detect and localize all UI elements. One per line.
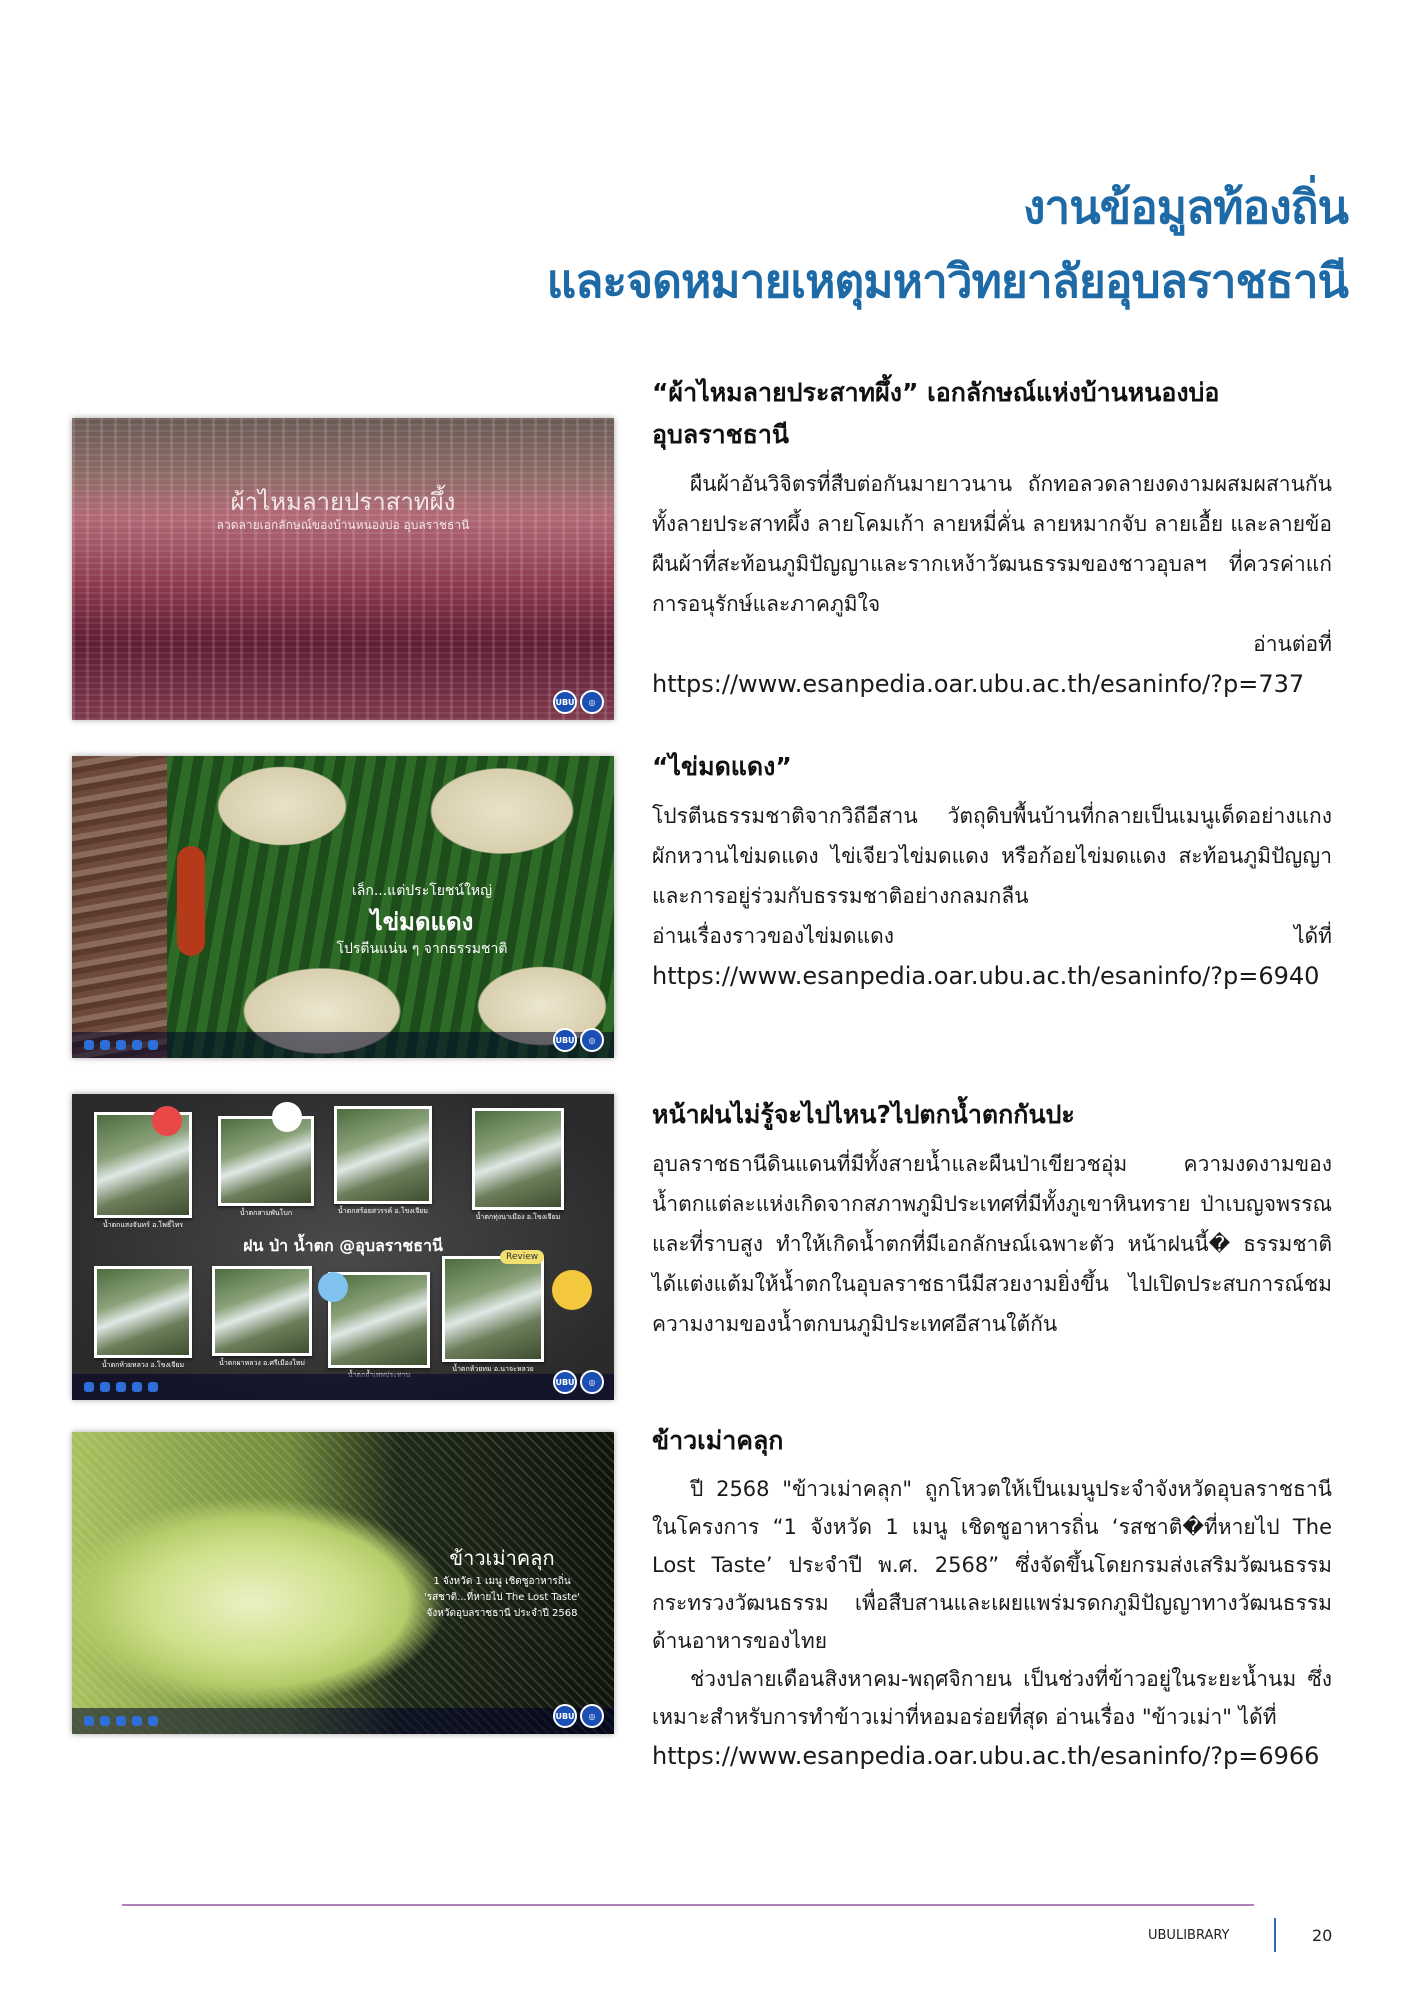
ubu-logo: UBU ◎ xyxy=(553,1028,604,1052)
red-ant-icon xyxy=(177,846,205,956)
waterfall-photo: น้ำตกห้วยทม อ.นาจะหลวย xyxy=(442,1256,544,1362)
waterfall-photo: น้ำตกผาหลวง อ.ศรีเมืองใหม่ xyxy=(212,1266,312,1356)
rainbow-cloud-sticker-icon xyxy=(272,1102,302,1132)
article-waterfalls-body: อุบลราชธานีดินแดนที่มีทั้งสายน้ำและผืนป่าเขียวชอุ่ม ความงดงามของน้ำตกแต่ละแห่งเกิดจากสภาพภูมิประเทศที่มีทั้งภูเขาหินทราย ป่าเบญจพรรณ และที่ราบสูง ทำให้เกิดน้ำตกที่มีเอกลักษณ์เฉพาะตัว หน้าฝนนี้� ธรรมชาติได้แต่งแต้มให้น้ำตกในอุบลราชธานีมีสวยงามยิ่งขึ้น ไปเปิดประสบการณ์ชมความงามของน้ำตกบนภูมิประเทศอีสานใต้กัน xyxy=(652,1152,1332,1336)
waterfall-collage-title: ฝน ป่า น้ำตก @อุบลราชธานี xyxy=(243,1236,443,1255)
ant-egg-image-line1: เล็ก...แต่ประโยชน์ใหญ่ xyxy=(351,883,493,899)
ant-egg-image xyxy=(72,756,614,1058)
ant-egg-image-line3: โปรตีนแน่น ๆ จากธรรมชาติ xyxy=(336,941,508,957)
khao-mao-image-title: ข้าวเม่าคลุก xyxy=(449,1546,555,1570)
article-ant-eggs-readmore: อ่านเรื่องราวของไข่มดแดง ได้ที่ xyxy=(652,924,1332,948)
article-silk-body: ผืนผ้าอันวิจิตรที่สืบต่อกันมายาวนาน ถักทอลวดลายงดงามผสมผสานกัน ทั้งลายประสาทผึ้ง ลายโคมเก้า ลายหมี่คั่น ลายหมากจับ ลายเอื้ย และลายข้อ ผืนผ้าที่สะท้อนภูมิปัญญาและรากเหง้าวัฒนธรรมของชาวอุบลฯ ที่ควรค่าแก่การอนุรักษ์และภาคภูมิใจ xyxy=(652,472,1332,616)
article-silk-title: “ผ้าไหมลายประสาทผึ้ง” เอกลักษณ์แห่งบ้านหนองบ่อ อุบลราชธานี xyxy=(652,378,1220,449)
article-ant-eggs-link[interactable]: https://www.esanpedia.oar.ubu.ac.th/esaninfo/?p=6940 xyxy=(652,962,1320,990)
footer-rule xyxy=(122,1904,1254,1906)
waterfall-photo: น้ำตกห้วยหลวง อ.โขงเจียม xyxy=(94,1266,192,1358)
article-silk xyxy=(652,372,1332,704)
ubu-logo: UBU ◎ xyxy=(553,1370,604,1394)
image-footer-strip xyxy=(72,1708,614,1734)
silk-image-title: ผ้าไหมลายปราสาทผึ้ง xyxy=(230,488,456,516)
article-waterfalls xyxy=(652,1094,1332,1344)
waterfall-collage-image xyxy=(72,1094,614,1400)
image-footer-strip xyxy=(72,1032,614,1058)
silk-image-subtitle: ลวดลายเอกลักษณ์ของบ้านหนองบ่อ อุบลราชธานี xyxy=(216,518,470,532)
footer-separator xyxy=(1274,1918,1276,1952)
article-ant-eggs xyxy=(652,746,1332,996)
article-khao-mao-title: ข้าวเม่าคลุก xyxy=(652,1426,784,1455)
article-silk-link[interactable]: https://www.esanpedia.oar.ubu.ac.th/esaninfo/?p=737 xyxy=(652,670,1305,698)
ant-egg-image-line2: ไข่มดแดง xyxy=(370,908,474,936)
waterfall-photo: น้ำตกแสงจันทร์ อ.โพธิ์ไทร xyxy=(94,1112,192,1218)
page-title-line1: งานข้อมูลท้องถิ่น xyxy=(1022,180,1348,234)
article-silk-readmore: อ่านต่อที่ xyxy=(1253,632,1332,656)
article-khao-mao-body2: ช่วงปลายเดือนสิงหาคม-พฤศจิกายน เป็นช่วงที่ข้าวอยู่ในระยะน้ำนม ซึ่งเหมาะสำหรับการทำข้าวเม่าที่หอมอร่อยที่สุด อ่านเรื่อง "ข้าวเม่า" ได้ที่ xyxy=(652,1667,1332,1729)
waterfall-photo: น้ำตกสร้อยสวรรค์ อ.โขงเจียม xyxy=(334,1106,432,1204)
article-ant-eggs-body: โปรตีนธรรมชาติจากวิถีอีสาน วัตถุดิบพื้นบ้านที่กลายเป็นเมนูเด็ดอย่างแกงผักหวานไข่มดแดง ไข่เจียวไข่มดแดง หรือก้อยไข่มดแดง สะท้อนภูมิปัญญาและการอยู่ร่วมกับธรรมชาติอย่างกลมกลืน xyxy=(652,804,1332,908)
article-khao-mao xyxy=(652,1420,1332,1776)
page-title-line2: และจดหมายเหตุมหาวิทยาลัยอุบลราชธานี xyxy=(546,254,1348,308)
cloud-sticker-icon xyxy=(318,1272,348,1302)
branch-graphic xyxy=(72,756,167,1058)
silk-image xyxy=(72,418,614,720)
camera-sticker-icon xyxy=(552,1270,592,1310)
khao-mao-image xyxy=(72,1432,614,1734)
article-khao-mao-link[interactable]: https://www.esanpedia.oar.ubu.ac.th/esaninfo/?p=6966 xyxy=(652,1742,1320,1770)
article-waterfalls-title: หน้าฝนไม่รู้จะไปไหน?ไปตกน้ำตกกันปะ xyxy=(652,1100,1075,1129)
ubu-logo: UBU ◎ xyxy=(553,1704,604,1728)
khao-mao-image-text: 1 จังหวัด 1 เมนู เชิดชูอาหารถิ่น 'รสชาติ...ที่หายไป The Lost Taste' จังหวัดอุบลราชธานี ประจำปี 2568 xyxy=(423,1576,581,1619)
footer-brand: UBULIBRARY xyxy=(1148,1928,1230,1943)
waterfall-photo: น้ำตกทุ่งนาเมือง อ.โขงเจียม xyxy=(472,1108,564,1210)
flower-sticker-icon xyxy=(152,1106,182,1136)
article-khao-mao-body1: ปี 2568 "ข้าวเม่าคลุก" ถูกโหวตให้เป็นเมนูประจำจังหวัดอุบลราชธานี ในโครงการ “1 จังหวัด 1 เมนู เชิดชูอาหารถิ่น ‘รสชาติ�ที่หายไป The Lost Taste’ ประจำปี พ.ศ. 2568” ซึ่งจัดขึ้นโดยกรมส่งเสริมวัฒนธรรม กระทรวงวัฒนธรรม เพื่อสืบสานและเผยแพร่มรดกภูมิปัญญาทางวัฒนธรรมด้านอาหารของไทย xyxy=(652,1477,1332,1653)
waterfall-photo: น้ำตกสามพันโบก xyxy=(218,1116,314,1206)
ubu-logo: UBU ◎ xyxy=(553,690,604,714)
article-ant-eggs-title: “ไข่มดแดง” xyxy=(652,752,792,781)
page-title xyxy=(547,170,1348,318)
review-badge: Review xyxy=(500,1250,544,1264)
page-number: 20 xyxy=(1312,1926,1333,1945)
image-footer-strip xyxy=(72,1374,614,1400)
